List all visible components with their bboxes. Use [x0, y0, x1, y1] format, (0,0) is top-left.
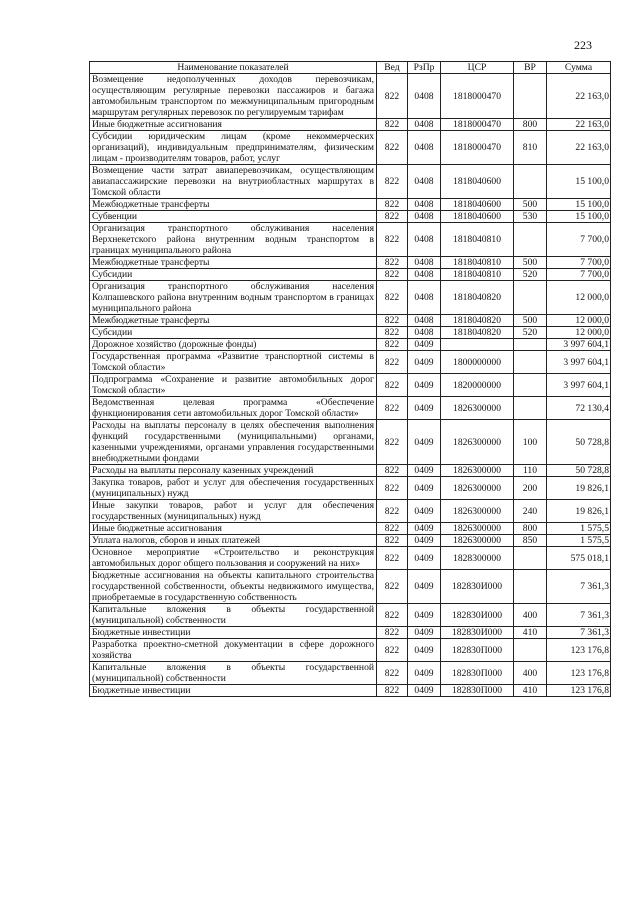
page-number: 223: [574, 38, 592, 52]
row-sum: 22 163,0: [547, 131, 611, 165]
row-name: Разработка проектно-сметной документации в сфере дорожного хозяйства: [90, 639, 377, 662]
row-vr: 410: [514, 685, 547, 697]
header-sum: Сумма: [547, 62, 611, 74]
row-name: Капитальные вложения в объекты государственной (муниципальной) собственности: [90, 662, 377, 685]
row-sum: 22 163,0: [547, 119, 611, 131]
row-vr: [514, 223, 547, 257]
row-vr: [514, 570, 547, 604]
row-sum: 7 700,0: [547, 257, 611, 269]
row-ved: 822: [377, 420, 408, 465]
row-sum: 3 997 604,1: [547, 339, 611, 351]
row-sum: 123 176,8: [547, 685, 611, 697]
row-csr: 1818040810: [441, 269, 514, 281]
row-csr: 1826300000: [441, 535, 514, 547]
row-ved: 822: [377, 199, 408, 211]
row-vr: [514, 374, 547, 397]
row-ved: 822: [377, 397, 408, 420]
row-sum: 12 000,0: [547, 327, 611, 339]
row-rzpr: 0408: [408, 269, 441, 281]
row-rzpr: 0408: [408, 131, 441, 165]
row-name: Расходы на выплаты персоналу в целях обеспечения выполнения функций государственными (муниципальными) органами, казенными учреждениями, органами управления государственными внебюджетными фондами: [90, 420, 377, 465]
row-sum: 7 361,3: [547, 604, 611, 627]
row-vr: 100: [514, 420, 547, 465]
row-name: Субвенции: [90, 211, 377, 223]
row-sum: 50 728,8: [547, 420, 611, 465]
row-rzpr: 0409: [408, 662, 441, 685]
table-header-row: [90, 62, 611, 74]
row-rzpr: 0409: [408, 627, 441, 639]
row-vr: [514, 281, 547, 315]
table-row: [90, 269, 611, 281]
row-sum: 72 130,4: [547, 397, 611, 420]
row-sum: 50 728,8: [547, 465, 611, 477]
row-ved: 822: [377, 339, 408, 351]
row-name: Дорожное хозяйство (дорожные фонды): [90, 339, 377, 351]
row-csr: 1818000470: [441, 74, 514, 119]
header-rzpr: РзПр: [408, 62, 441, 74]
row-name: Бюджетные инвестиции: [90, 627, 377, 639]
row-vr: [514, 547, 547, 570]
row-sum: 15 100,0: [547, 165, 611, 199]
row-rzpr: 0409: [408, 351, 441, 374]
table-row: [90, 420, 611, 465]
row-ved: 822: [377, 604, 408, 627]
table-row: [90, 662, 611, 685]
table-row: [90, 627, 611, 639]
row-vr: 520: [514, 269, 547, 281]
row-sum: 12 000,0: [547, 281, 611, 315]
row-vr: 410: [514, 627, 547, 639]
row-vr: 520: [514, 327, 547, 339]
row-name: Межбюджетные трансферты: [90, 199, 377, 211]
row-rzpr: 0409: [408, 477, 441, 500]
row-vr: [514, 351, 547, 374]
row-ved: 822: [377, 465, 408, 477]
row-name: Субсидии: [90, 269, 377, 281]
row-rzpr: 0408: [408, 119, 441, 131]
row-vr: [514, 397, 547, 420]
row-ved: 822: [377, 500, 408, 523]
row-sum: 1 575,5: [547, 523, 611, 535]
row-rzpr: 0409: [408, 570, 441, 604]
row-csr: 1818040600: [441, 199, 514, 211]
row-rzpr: 0409: [408, 465, 441, 477]
row-name: Бюджетные ассигнования на объекты капитального строительства государственной собственности, объекты недвижимого имущества, приобретаемые в государственную собственность: [90, 570, 377, 604]
row-name: Организация транспортного обслуживания населения Верхнекетского района внутренним водным транспортом в границах муниципального района: [90, 223, 377, 257]
row-name: Возмещение части затрат авиаперевозчикам, осуществляющим авиапассажирские перевозки на внутриобластных маршрутах в Томской области: [90, 165, 377, 199]
table-row: [90, 639, 611, 662]
table-row: [90, 119, 611, 131]
row-csr: 1826300000: [441, 477, 514, 500]
row-sum: 7 361,3: [547, 627, 611, 639]
row-ved: 822: [377, 535, 408, 547]
table-row: [90, 535, 611, 547]
row-vr: 110: [514, 465, 547, 477]
row-rzpr: 0409: [408, 420, 441, 465]
row-ved: 822: [377, 327, 408, 339]
row-rzpr: 0408: [408, 257, 441, 269]
row-csr: 1818040600: [441, 211, 514, 223]
row-ved: 822: [377, 315, 408, 327]
row-csr: 182830И000: [441, 604, 514, 627]
row-csr: 1818040810: [441, 257, 514, 269]
row-sum: 3 997 604,1: [547, 351, 611, 374]
row-csr: 1820000000: [441, 374, 514, 397]
row-ved: 822: [377, 639, 408, 662]
row-sum: 15 100,0: [547, 199, 611, 211]
table-row: [90, 281, 611, 315]
row-vr: 800: [514, 523, 547, 535]
row-rzpr: 0409: [408, 604, 441, 627]
row-sum: 575 018,1: [547, 547, 611, 570]
row-name: Возмещение недополученных доходов перевозчикам, осуществляющим регулярные перевозки пассажиров и багажа автомобильным транспортом по межмуниципальным пригородным маршрутам регулярных перевозок по регулируемым тарифам: [90, 74, 377, 119]
table-row: [90, 547, 611, 570]
row-ved: 822: [377, 281, 408, 315]
row-name: Межбюджетные трансферты: [90, 257, 377, 269]
row-name: Государственная программа «Развитие транспортной системы в Томской области»: [90, 351, 377, 374]
row-sum: 7 361,3: [547, 570, 611, 604]
row-csr: 1826300000: [441, 500, 514, 523]
row-csr: 1818040820: [441, 315, 514, 327]
table-row: [90, 374, 611, 397]
row-rzpr: 0409: [408, 685, 441, 697]
row-ved: 822: [377, 74, 408, 119]
row-csr: 182830И000: [441, 570, 514, 604]
row-name: Капитальные вложения в объекты государственной (муниципальной) собственности: [90, 604, 377, 627]
table-row: [90, 397, 611, 420]
table-row: [90, 257, 611, 269]
row-ved: 822: [377, 269, 408, 281]
budget-table: [89, 61, 611, 697]
row-name: Уплата налогов, сборов и иных платежей: [90, 535, 377, 547]
row-sum: 123 176,8: [547, 662, 611, 685]
table-row: [90, 477, 611, 500]
row-rzpr: 0408: [408, 211, 441, 223]
row-csr: 1800000000: [441, 351, 514, 374]
row-rzpr: 0409: [408, 547, 441, 570]
row-name: Расходы на выплаты персоналу казенных учреждений: [90, 465, 377, 477]
row-csr: 1826300000: [441, 420, 514, 465]
row-ved: 822: [377, 223, 408, 257]
row-vr: [514, 639, 547, 662]
row-vr: 500: [514, 257, 547, 269]
row-sum: 12 000,0: [547, 315, 611, 327]
row-ved: 822: [377, 685, 408, 697]
row-vr: [514, 74, 547, 119]
row-ved: 822: [377, 131, 408, 165]
row-csr: 1818040820: [441, 281, 514, 315]
row-vr: 850: [514, 535, 547, 547]
row-csr: 1818040820: [441, 327, 514, 339]
row-vr: 500: [514, 199, 547, 211]
row-csr: 1818000470: [441, 119, 514, 131]
row-vr: [514, 165, 547, 199]
row-name: Подпрограмма «Сохранение и развитие автомобильных дорог Томской области»: [90, 374, 377, 397]
row-vr: [514, 339, 547, 351]
header-name: Наименование показателей: [90, 62, 377, 74]
row-sum: 3 997 604,1: [547, 374, 611, 397]
row-csr: [441, 339, 514, 351]
table-row: [90, 315, 611, 327]
row-csr: 1818040810: [441, 223, 514, 257]
row-csr: 1826300000: [441, 397, 514, 420]
row-csr: 182830П000: [441, 639, 514, 662]
row-vr: 240: [514, 500, 547, 523]
row-name: Закупка товаров, работ и услуг для обеспечения государственных (муниципальных) нужд: [90, 477, 377, 500]
table-row: [90, 500, 611, 523]
row-rzpr: 0408: [408, 315, 441, 327]
table-row: [90, 351, 611, 374]
row-ved: 822: [377, 211, 408, 223]
row-csr: 182830П000: [441, 685, 514, 697]
row-rzpr: 0409: [408, 500, 441, 523]
row-name: Иные бюджетные ассигнования: [90, 523, 377, 535]
row-rzpr: 0408: [408, 74, 441, 119]
table-row: [90, 685, 611, 697]
table-row: [90, 465, 611, 477]
table-row: [90, 74, 611, 119]
row-name: Организация транспортного обслуживания населения Колпашевского района внутренним водным транспортом в границах муниципального района: [90, 281, 377, 315]
row-sum: 7 700,0: [547, 223, 611, 257]
row-ved: 822: [377, 547, 408, 570]
row-csr: 1826300000: [441, 465, 514, 477]
row-name: Бюджетные инвестиции: [90, 685, 377, 697]
row-csr: 1818000470: [441, 131, 514, 165]
row-csr: 182830П000: [441, 662, 514, 685]
row-name: Ведомственная целевая программа «Обеспечение функционирования сети автомобильных дорог Томской области»: [90, 397, 377, 420]
row-rzpr: 0408: [408, 199, 441, 211]
row-name: Иные закупки товаров, работ и услуг для обеспечения государственных (муниципальных) нужд: [90, 500, 377, 523]
row-csr: 1818040600: [441, 165, 514, 199]
row-name: Субсидии: [90, 327, 377, 339]
table-row: [90, 570, 611, 604]
row-ved: 822: [377, 119, 408, 131]
row-sum: 22 163,0: [547, 74, 611, 119]
row-rzpr: 0409: [408, 397, 441, 420]
row-name: Межбюджетные трансферты: [90, 315, 377, 327]
table-row: [90, 223, 611, 257]
row-ved: 822: [377, 523, 408, 535]
row-sum: 7 700,0: [547, 269, 611, 281]
row-sum: 19 826,1: [547, 477, 611, 500]
row-csr: 1828300000: [441, 547, 514, 570]
table-row: [90, 523, 611, 535]
row-csr: 1826300000: [441, 523, 514, 535]
row-rzpr: 0408: [408, 327, 441, 339]
table-row: [90, 165, 611, 199]
row-sum: 15 100,0: [547, 211, 611, 223]
row-sum: 19 826,1: [547, 500, 611, 523]
row-rzpr: 0409: [408, 523, 441, 535]
table-row: [90, 131, 611, 165]
row-vr: 400: [514, 604, 547, 627]
table-row: [90, 604, 611, 627]
row-ved: 822: [377, 257, 408, 269]
table-row: [90, 339, 611, 351]
header-ved: Вед: [377, 62, 408, 74]
row-name: Иные бюджетные ассигнования: [90, 119, 377, 131]
row-rzpr: 0408: [408, 223, 441, 257]
row-rzpr: 0409: [408, 339, 441, 351]
row-ved: 822: [377, 662, 408, 685]
row-sum: 1 575,5: [547, 535, 611, 547]
row-vr: 530: [514, 211, 547, 223]
row-vr: 500: [514, 315, 547, 327]
row-rzpr: 0409: [408, 535, 441, 547]
row-ved: 822: [377, 570, 408, 604]
row-ved: 822: [377, 477, 408, 500]
header-vr: ВР: [514, 62, 547, 74]
row-csr: 182830И000: [441, 627, 514, 639]
row-vr: 200: [514, 477, 547, 500]
row-ved: 822: [377, 351, 408, 374]
row-sum: 123 176,8: [547, 639, 611, 662]
row-ved: 822: [377, 165, 408, 199]
row-ved: 822: [377, 627, 408, 639]
row-rzpr: 0408: [408, 165, 441, 199]
header-csr: ЦСР: [441, 62, 514, 74]
row-vr: 400: [514, 662, 547, 685]
table-row: [90, 211, 611, 223]
row-rzpr: 0409: [408, 639, 441, 662]
row-name: Субсидии юридическим лицам (кроме некоммерческих организаций), индивидуальным предпринимателям, физическим лицам - производителям товаров, работ, услуг: [90, 131, 377, 165]
table-row: [90, 199, 611, 211]
row-vr: 800: [514, 119, 547, 131]
row-rzpr: 0409: [408, 374, 441, 397]
row-vr: 810: [514, 131, 547, 165]
table-row: [90, 327, 611, 339]
row-name: Основное мероприятие «Строительство и реконструкция автомобильных дорог общего пользования и сооружений на них»: [90, 547, 377, 570]
row-rzpr: 0408: [408, 281, 441, 315]
row-ved: 822: [377, 374, 408, 397]
